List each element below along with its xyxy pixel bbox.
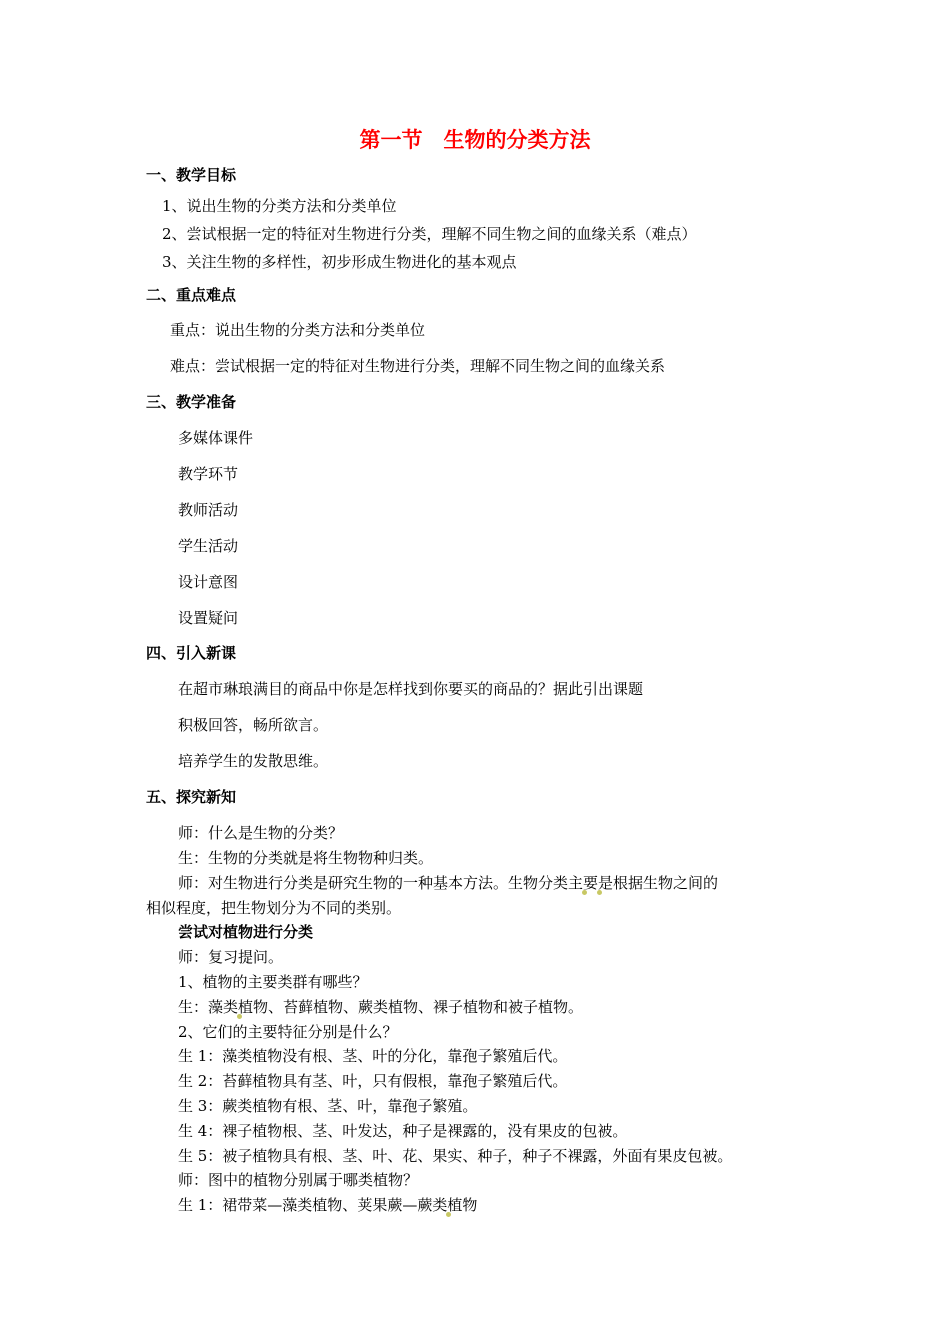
dialogue-line: 生 3：蕨类植物有根、茎、叶，靠孢子繁殖。 (178, 1097, 478, 1115)
list-item: 难点：尝试根据一定的特征对生物进行分类，理解不同生物之间的血缘关系 (170, 357, 666, 375)
subsection-heading: 尝试对植物进行分类 (178, 923, 314, 941)
list-item: 设置疑问 (178, 609, 239, 627)
section-heading-objectives: 一、教学目标 (146, 166, 237, 184)
list-item: 学生活动 (178, 537, 239, 555)
list-item: 教师活动 (178, 501, 239, 519)
dialogue-line: 生 2：苔藓植物具有茎、叶，只有假根，靠孢子繁殖后代。 (178, 1072, 568, 1090)
list-item: 在超市琳琅满目的商品中你是怎样找到你要买的商品的？据此引出课题 (178, 680, 644, 698)
dialogue-line: 师：图中的植物分别属于哪类植物？ (178, 1171, 419, 1189)
list-item: 多媒体课件 (178, 429, 254, 447)
dialogue-line: 相似程度，把生物划分为不同的类别。 (146, 899, 402, 917)
section-heading-preparation: 三、教学准备 (146, 393, 237, 411)
list-item: 设计意图 (178, 573, 239, 591)
list-item: 1、说出生物的分类方法和分类单位 (162, 197, 397, 215)
list-item: 培养学生的发散思维。 (178, 752, 329, 770)
dialogue-line: 2、它们的主要特征分别是什么？ (178, 1023, 398, 1041)
section-heading-introduction: 四、引入新课 (146, 644, 237, 662)
dialogue-line: 生 5：被子植物具有根、茎、叶、花、果实、种子，种子不裸露，外面有果皮包被。 (178, 1147, 733, 1165)
dialogue-line: 1、植物的主要类群有哪些？ (178, 973, 368, 991)
page-title: 第一节 生物的分类方法 (359, 128, 591, 152)
list-item: 积极回答，畅所欲言。 (178, 716, 329, 734)
list-item: 教学环节 (178, 465, 239, 483)
dialogue-line: 师：什么是生物的分类？ (178, 824, 344, 842)
section-heading-key-points: 二、重点难点 (146, 286, 237, 304)
list-item: 重点：说出生物的分类方法和分类单位 (170, 321, 426, 339)
dialogue-line: 师：对生物进行分类是研究生物的一种基本方法。生物分类主要是根据生物之间的 (178, 874, 719, 892)
list-item: 2、尝试根据一定的特征对生物进行分类，理解不同生物之间的血缘关系（难点） (162, 225, 697, 243)
list-item: 3、关注生物的多样性，初步形成生物进化的基本观点 (162, 253, 517, 271)
dialogue-line: 生 1：裙带菜—藻类植物、荚果蕨—蕨类植物 (178, 1196, 478, 1214)
dialogue-line: 生 4：裸子植物根、茎、叶发达，种子是裸露的，没有果皮的包被。 (178, 1122, 628, 1140)
dialogue-line: 生 1：藻类植物没有根、茎、叶的分化，靠孢子繁殖后代。 (178, 1047, 568, 1065)
dialogue-line: 生：藻类植物、苔藓植物、蕨类植物、裸子植物和被子植物。 (178, 998, 584, 1016)
dialogue-line: 生：生物的分类就是将生物物种归类。 (178, 849, 434, 867)
section-heading-exploration: 五、探究新知 (146, 788, 237, 806)
dialogue-line: 师：复习提问。 (178, 948, 284, 966)
